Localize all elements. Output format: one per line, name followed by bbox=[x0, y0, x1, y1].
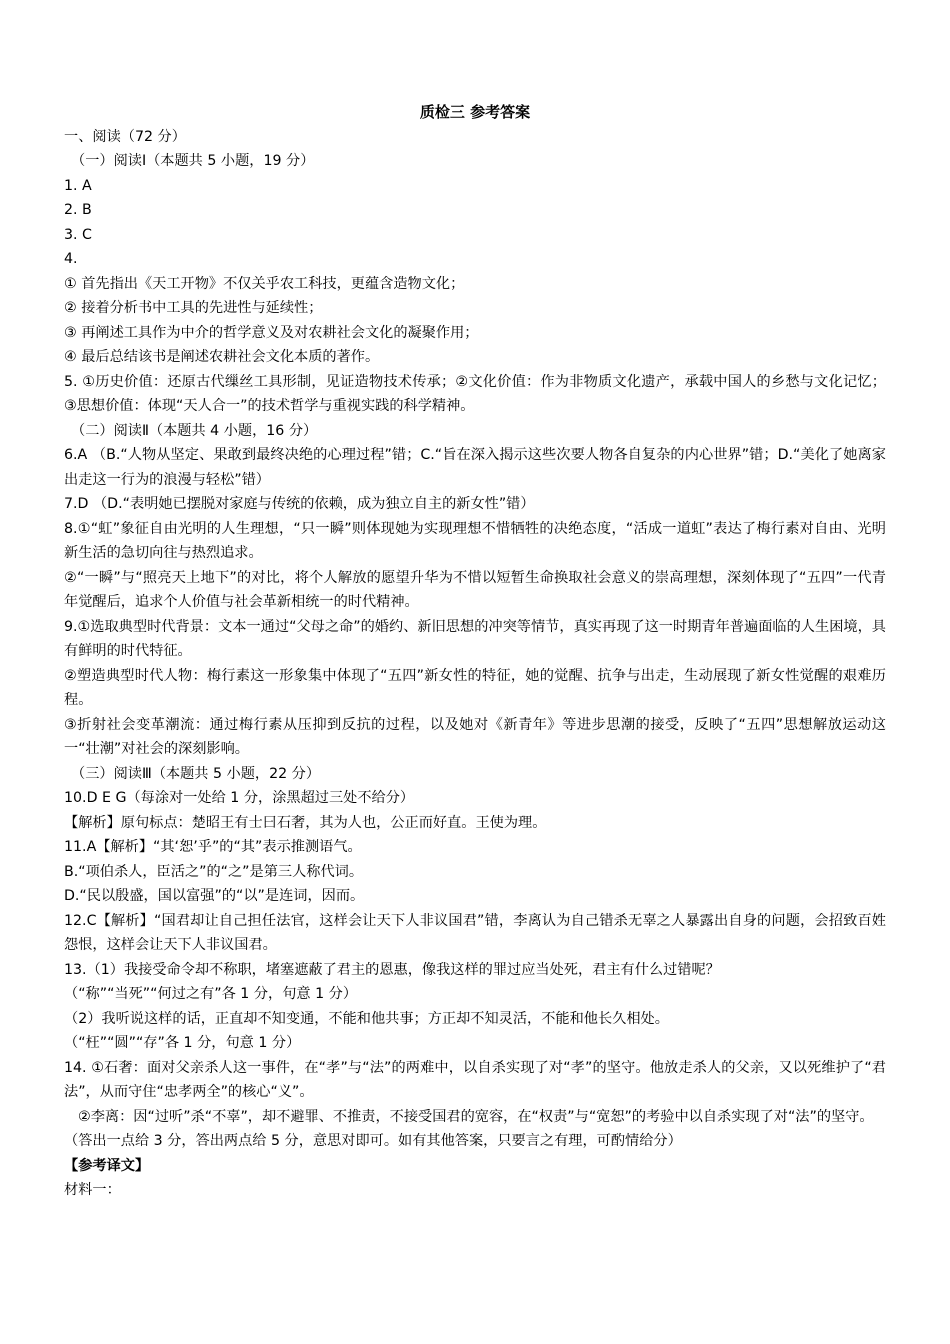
answer-q7: 7.D （D.“表明她已摆脱对家庭与传统的依赖，成为独立自主的新女性”错） bbox=[64, 496, 535, 512]
answer-q8-point-2: ②“一瞬”与“照亮天上地下”的对比，将个人解放的愿望升华为不惜以短暂生命换取社会意义的崇高理想，深刻体现了“五四”一代青年觉醒后，追求个人价值与社会革新相统一的时代精神。 bbox=[64, 569, 886, 610]
answer-q4-point-4: ④ 最后总结该书是阐述农耕社会文化本质的著作。 bbox=[64, 349, 380, 365]
answer-q4-point-3: ③ 再阐述工具作为中介的哲学意义及对农耕社会文化的凝聚作用； bbox=[64, 324, 479, 341]
answer-q5: 5. ①历史价值：还原古代缫丝工具形制，见证造物技术传承；②文化价值：作为非物质文化遗产，承载中国人的乡愁与文化记忆；③思想价值：体现“天人合一”的技术哲学与重视实践的科学精神。 bbox=[64, 373, 886, 414]
answer-q14-point-1: 14. ①石奢：面对父亲杀人这一事件，在“孝”与“法”的两难中，以自杀实现了对“孝”的坚守。他放走杀人的父亲，又以死维护了“君法”，从而守住“忠孝两全”的核心“义”。 bbox=[64, 1059, 886, 1100]
subsection-heading-reading-1: （一）阅读Ⅰ（本题共 5 小题，19 分） bbox=[71, 153, 315, 169]
answer-q9-point-2: ②塑造典型时代人物：梅行素这一形象集中体现了“五四”新女性的特征，她的觉醒、抗争与出走，生动展现了新女性觉醒的艰难历程。 bbox=[64, 667, 886, 708]
answer-q4: 4. bbox=[64, 251, 78, 267]
answer-q3: 3. C bbox=[64, 226, 92, 243]
answer-q1: 1. A bbox=[64, 177, 92, 194]
material-one-label: 材料一： bbox=[64, 1182, 121, 1198]
answer-document bbox=[64, 100, 886, 1203]
answer-q10-analysis: 【解析】原句标点：楚昭王有士曰石奢，其为人也，公正而好直。王使为理。 bbox=[64, 814, 547, 831]
answer-q9-point-1: 9.①选取典型时代背景：文本一通过“父母之命”的婚约、新旧思想的冲突等情节，真实再现了这一时期青年普遍面临的人生困境，具有鲜明的时代特征。 bbox=[64, 618, 886, 659]
answer-q14-point-2: ②李离：因“过听”杀“不辜”，却不避罪、不推责，不接受国君的宽容，在“权责”与“宽恕”的考验中以自杀实现了对“法”的坚守。 bbox=[78, 1108, 874, 1125]
answer-q6: 6.A （B.“人物从坚定、果敢到最终决绝的心理过程”错；C.“旨在深入揭示这些次要人物各自复杂的内心世界”错；D.“美化了她离家出走这一行为的浪漫与轻松”错） bbox=[64, 447, 886, 488]
answer-q13-part-1: 13.（1）我接受命令却不称职，堵塞遮蔽了君主的恩惠，像我这样的罪过应当处死，君主有什么过错呢？ bbox=[64, 961, 720, 978]
answer-q4-point-2: ② 接着分析书中工具的先进性与延续性； bbox=[64, 300, 323, 316]
answer-q13-part-2-scoring: （“枉”“圆”“存”各 1 分，句意 1 分） bbox=[64, 1035, 301, 1051]
answer-q8-point-1: 8.①“虹”象征自由光明的人生理想，“只一瞬”则体现她为实现理想不惜牺牲的决绝态度，“活成一道虹”表达了梅行素对自由、光明新生活的急切向往与热烈追求。 bbox=[64, 520, 886, 561]
answer-q11-option-d: D.“民以殷盛，国以富强”的“以”是连词，因而。 bbox=[64, 888, 365, 904]
answer-q11: 11.A【解析】“其‘恕’乎”的“其”表示推测语气。 bbox=[64, 839, 362, 855]
section-heading-reading: 一、阅读（72 分） bbox=[64, 128, 186, 145]
answer-q11-option-b: B.“项伯杀人，臣活之”的“之”是第三人称代词。 bbox=[64, 863, 364, 880]
answer-q9-point-3: ③折射社会变革潮流：通过梅行素从压抑到反抗的过程，以及她对《新青年》等进步思潮的接受，反映了“五四”思想解放运动这一“壮潮”对社会的深刻影响。 bbox=[64, 716, 886, 757]
answer-q14-scoring: （答出一点给 3 分，答出两点给 5 分，意思对即可。如有其他答案，只要言之有理，可酌情给分） bbox=[64, 1133, 682, 1149]
answer-q2: 2. B bbox=[64, 202, 92, 218]
answer-q13-part-2: （2）我听说这样的话，正直却不知变通，不能和他共事；方正却不知灵活，不能和他长久相处。 bbox=[64, 1010, 669, 1027]
answer-q13-part-1-scoring: （“称”“当死”“何过之有”各 1 分，句意 1 分） bbox=[64, 986, 358, 1002]
answer-q12: 12.C【解析】“国君却让自己担任法官，这样会让天下人非议国君”错，李离认为自己错杀无辜之人暴露出自身的问题，会招致百姓怨恨，这样会让天下人非议国君。 bbox=[64, 912, 886, 953]
answer-q10: 10.D E G（每涂对一处给 1 分，涂黑超过三处不给分） bbox=[64, 790, 415, 806]
reference-translation-heading: 【参考译文】 bbox=[64, 1157, 150, 1174]
document-title: 质检三 参考答案 bbox=[419, 103, 531, 121]
subsection-heading-reading-2: （二）阅读Ⅱ（本题共 4 小题，16 分） bbox=[71, 422, 318, 439]
subsection-heading-reading-3: （三）阅读Ⅲ（本题共 5 小题，22 分） bbox=[71, 765, 321, 782]
answer-q4-point-1: ① 首先指出《天工开物》不仅关乎农工科技，更蕴含造物文化； bbox=[64, 275, 465, 292]
